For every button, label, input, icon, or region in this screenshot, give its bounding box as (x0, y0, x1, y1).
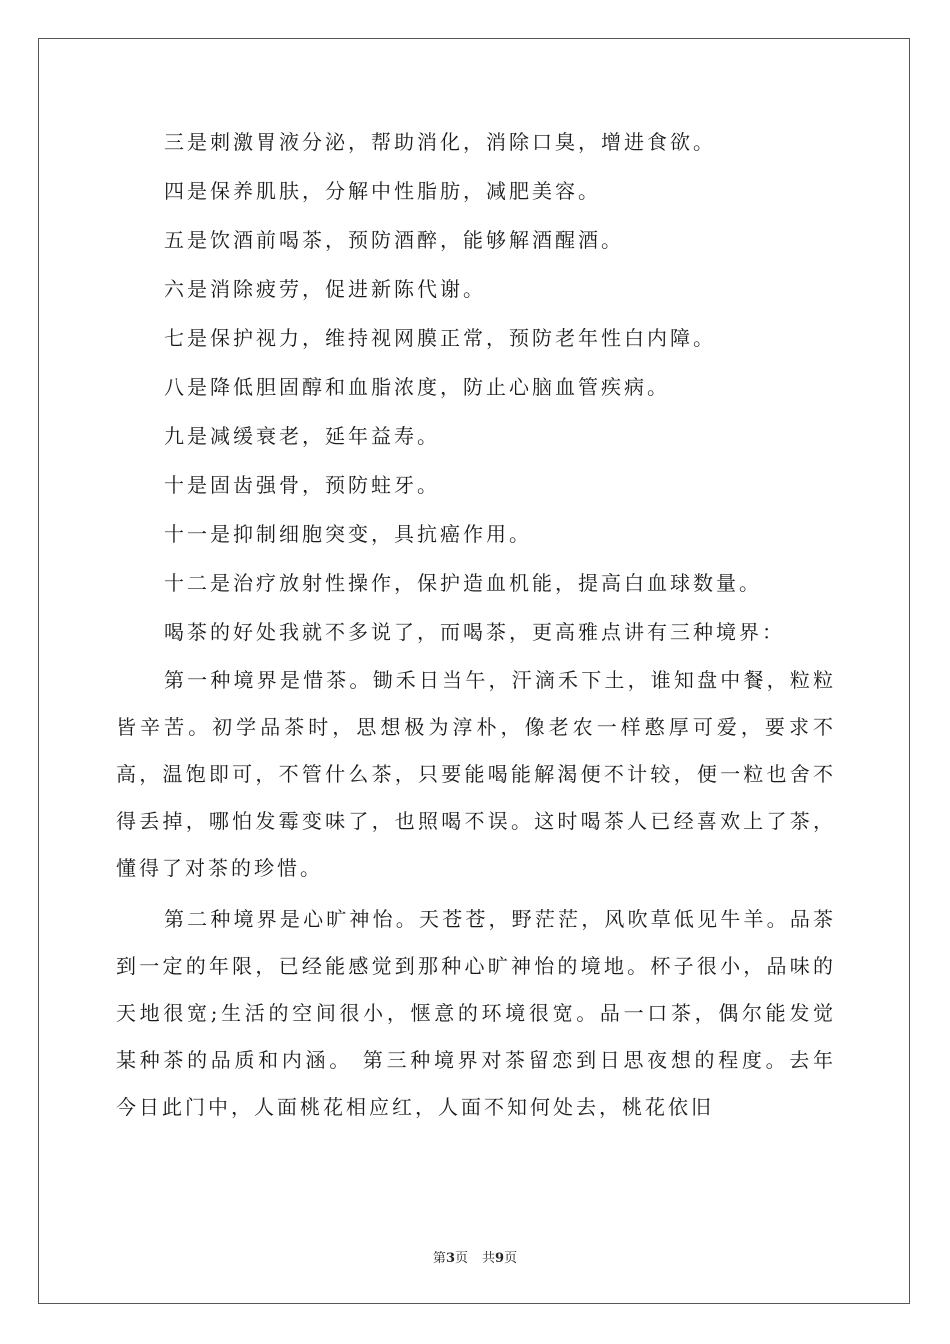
document-body (116, 130, 836, 1131)
paragraph-second-realm: 第二种境界是心旷神怡。天苍苍，野茫茫，风吹草低见牛羊。品茶到一定的年限，已经能感觉到那种心旷神怡的境地。杯子很小，品味的天地很宽;生活的空间很小，惬意的环境很宽。品一口茶，偶尔能发觉某种茶的品质和内涵。 第三种境界对茶留恋到日思夜想的程度。去年今日此门中，人面桃花相应红，人面不知何处去，桃花依旧 (116, 907, 836, 1119)
page-footer (0, 1247, 950, 1266)
page-number: 3 (445, 1251, 455, 1266)
list-item: 四是保养肌肤，分解中性脂肪，减肥美容。 (164, 179, 601, 203)
list-item: 十二是治疗放射性操作，保护造血机能，提高白血球数量。 (164, 571, 762, 595)
list-item: 十是固齿强骨，预防蛀牙。 (164, 473, 440, 497)
total-suffix: 页 (504, 1251, 518, 1266)
intro-line: 喝茶的好处我就不多说了，而喝茶，更高雅点讲有三种境界： (164, 620, 785, 644)
paragraph-first-realm: 第一种境界是惜茶。锄禾日当午，汗滴禾下土，谁知盘中餐，粒粒皆辛苦。初学品茶时，思想极为淳朴，像老农一样憨厚可爱，要求不高，温饱即可，不管什么茶，只要能喝能解渴便不计较，便一粒也舍不得丢掉，哪怕发霉变味了，也照喝不误。这时喝茶人已经喜欢上了茶，懂得了对茶的珍惜。 (116, 668, 836, 880)
list-item: 五是饮酒前喝茶，预防酒醉，能够解酒醒酒。 (164, 228, 624, 252)
list-item: 十一是抑制细胞突变，具抗癌作用。 (164, 522, 532, 546)
list-item: 九是减缓衰老，延年益寿。 (164, 424, 440, 448)
total-pages: 9 (495, 1251, 505, 1266)
list-item: 六是消除疲劳，促进新陈代谢。 (164, 277, 486, 301)
list-item: 七是保护视力，维持视网膜正常，预防老年性白内障。 (164, 326, 716, 350)
list-item: 八是降低胆固醇和血脂浓度，防止心脑血管疾病。 (164, 375, 670, 399)
list-item: 三是刺激胃液分泌，帮助消化，消除口臭，增进食欲。 (164, 130, 716, 154)
page-suffix: 页 (454, 1251, 468, 1266)
total-prefix: 共 (482, 1251, 496, 1266)
page-prefix: 第 (432, 1251, 446, 1266)
